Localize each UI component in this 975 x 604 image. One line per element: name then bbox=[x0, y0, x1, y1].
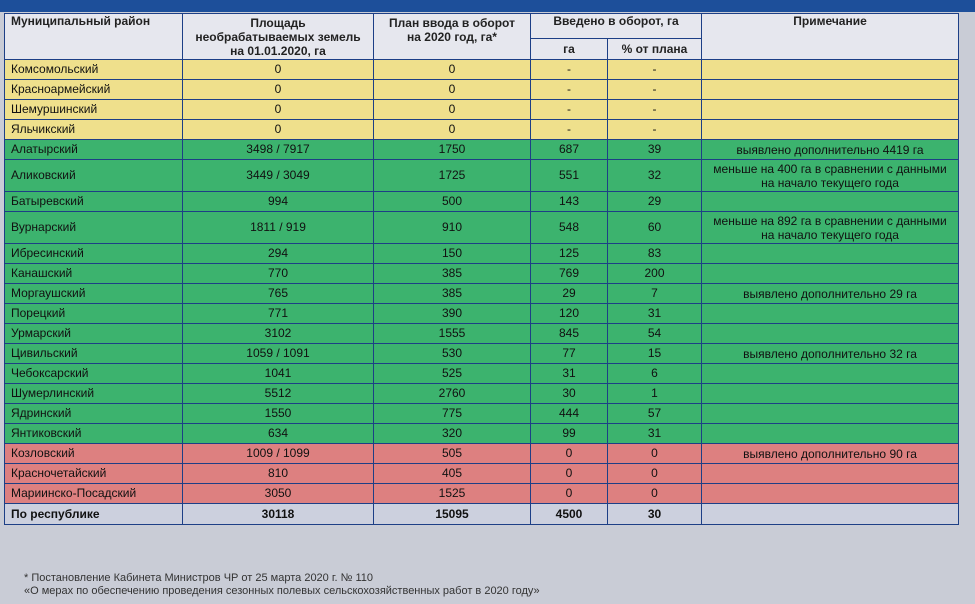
header-note: Примечание bbox=[702, 14, 959, 60]
cell-plan: 385 bbox=[374, 284, 531, 304]
cell-pct: 31 bbox=[608, 304, 702, 324]
cell-ha: 0 bbox=[531, 484, 608, 504]
cell-note: выявлено дополнительно 29 га bbox=[702, 284, 959, 304]
cell-ha: 30 bbox=[531, 384, 608, 404]
table-row bbox=[5, 484, 959, 504]
cell-ha: 551 bbox=[531, 160, 608, 192]
cell-note: выявлено дополнительно 4419 га bbox=[702, 140, 959, 160]
cell-name: Аликовский bbox=[5, 160, 183, 192]
table-row bbox=[5, 464, 959, 484]
cell-pct: 83 bbox=[608, 244, 702, 264]
cell-name: Ибресинский bbox=[5, 244, 183, 264]
table-row bbox=[5, 404, 959, 424]
cell-ha: 120 bbox=[531, 304, 608, 324]
cell-note bbox=[702, 120, 959, 140]
table-row bbox=[5, 444, 959, 464]
cell-note: выявлено дополнительно 32 га bbox=[702, 344, 959, 364]
cell-name: Моргаушский bbox=[5, 284, 183, 304]
table-row bbox=[5, 140, 959, 160]
total-plan: 15095 bbox=[374, 504, 531, 525]
cell-note bbox=[702, 484, 959, 504]
cell-area: 634 bbox=[183, 424, 374, 444]
cell-name: Козловский bbox=[5, 444, 183, 464]
cell-area: 3050 bbox=[183, 484, 374, 504]
cell-name: Батыревский bbox=[5, 192, 183, 212]
cell-note bbox=[702, 264, 959, 284]
cell-pct: 54 bbox=[608, 324, 702, 344]
cell-area: 1041 bbox=[183, 364, 374, 384]
cell-plan: 525 bbox=[374, 364, 531, 384]
table-row bbox=[5, 100, 959, 120]
cell-note: меньше на 400 га в сравнении с данными на начало текущего года bbox=[702, 160, 959, 192]
footnote-line-1: * Постановление Кабинета Министров ЧР от 25 марта 2020 г. № 110 bbox=[24, 572, 374, 584]
cell-note: выявлено дополнительно 90 га bbox=[702, 444, 959, 464]
cell-area: 765 bbox=[183, 284, 374, 304]
cell-pct: - bbox=[608, 60, 702, 80]
cell-area: 0 bbox=[183, 80, 374, 100]
cell-pct: 39 bbox=[608, 140, 702, 160]
land-table-container bbox=[4, 13, 958, 525]
cell-ha: 77 bbox=[531, 344, 608, 364]
cell-ha: 125 bbox=[531, 244, 608, 264]
cell-pct: 6 bbox=[608, 364, 702, 384]
cell-area: 1811 / 919 bbox=[183, 212, 374, 244]
cell-name: Янтиковский bbox=[5, 424, 183, 444]
cell-pct: 0 bbox=[608, 464, 702, 484]
cell-area: 1009 / 1099 bbox=[183, 444, 374, 464]
cell-note bbox=[702, 464, 959, 484]
cell-ha: 0 bbox=[531, 464, 608, 484]
cell-area: 0 bbox=[183, 120, 374, 140]
table-row bbox=[5, 364, 959, 384]
cell-area: 3102 bbox=[183, 324, 374, 344]
cell-ha: 99 bbox=[531, 424, 608, 444]
cell-name: Урмарский bbox=[5, 324, 183, 344]
cell-area: 770 bbox=[183, 264, 374, 284]
cell-name: Цивильский bbox=[5, 344, 183, 364]
table-row bbox=[5, 284, 959, 304]
cell-name: Мариинско-Посадский bbox=[5, 484, 183, 504]
table-row bbox=[5, 384, 959, 404]
cell-note bbox=[702, 192, 959, 212]
total-area: 30118 bbox=[183, 504, 374, 525]
header-introduced: Введено в оборот, га bbox=[531, 14, 702, 39]
cell-plan: 1725 bbox=[374, 160, 531, 192]
header-plan: План ввода в оборот на 2020 год, га* bbox=[374, 14, 531, 60]
cell-pct: 0 bbox=[608, 444, 702, 464]
cell-pct: 0 bbox=[608, 484, 702, 504]
cell-ha: 444 bbox=[531, 404, 608, 424]
cell-ha: 769 bbox=[531, 264, 608, 284]
header-pct: % от плана bbox=[608, 39, 702, 60]
cell-name: Канашский bbox=[5, 264, 183, 284]
cell-note bbox=[702, 80, 959, 100]
cell-pct: 31 bbox=[608, 424, 702, 444]
cell-pct: - bbox=[608, 120, 702, 140]
table-header bbox=[5, 14, 959, 60]
cell-ha: - bbox=[531, 120, 608, 140]
table-row bbox=[5, 60, 959, 80]
table-row bbox=[5, 244, 959, 264]
header-ha: га bbox=[531, 39, 608, 60]
cell-note bbox=[702, 244, 959, 264]
table-row bbox=[5, 80, 959, 100]
cell-name: Вурнарский bbox=[5, 212, 183, 244]
cell-name: Шумерлинский bbox=[5, 384, 183, 404]
table-row bbox=[5, 120, 959, 140]
title-banner bbox=[0, 0, 975, 12]
total-note bbox=[702, 504, 959, 525]
table-body bbox=[5, 60, 959, 525]
cell-name: Алатырский bbox=[5, 140, 183, 160]
cell-plan: 0 bbox=[374, 120, 531, 140]
cell-pct: 200 bbox=[608, 264, 702, 284]
cell-ha: 845 bbox=[531, 324, 608, 344]
cell-note bbox=[702, 304, 959, 324]
cell-pct: - bbox=[608, 80, 702, 100]
cell-ha: 29 bbox=[531, 284, 608, 304]
cell-area: 1550 bbox=[183, 404, 374, 424]
total-row bbox=[5, 504, 959, 525]
cell-note bbox=[702, 364, 959, 384]
cell-plan: 385 bbox=[374, 264, 531, 284]
cell-area: 1059 / 1091 bbox=[183, 344, 374, 364]
table-row bbox=[5, 160, 959, 192]
cell-pct: 1 bbox=[608, 384, 702, 404]
cell-name: Яльчикский bbox=[5, 120, 183, 140]
cell-plan: 150 bbox=[374, 244, 531, 264]
cell-plan: 910 bbox=[374, 212, 531, 244]
cell-pct: 57 bbox=[608, 404, 702, 424]
cell-pct: - bbox=[608, 100, 702, 120]
total-pct: 30 bbox=[608, 504, 702, 525]
cell-pct: 7 bbox=[608, 284, 702, 304]
cell-note bbox=[702, 60, 959, 80]
cell-ha: 143 bbox=[531, 192, 608, 212]
cell-note bbox=[702, 324, 959, 344]
cell-pct: 15 bbox=[608, 344, 702, 364]
cell-plan: 500 bbox=[374, 192, 531, 212]
table-row bbox=[5, 424, 959, 444]
cell-pct: 29 bbox=[608, 192, 702, 212]
table-row bbox=[5, 304, 959, 324]
cell-name: Красночетайский bbox=[5, 464, 183, 484]
cell-plan: 390 bbox=[374, 304, 531, 324]
cell-plan: 530 bbox=[374, 344, 531, 364]
cell-plan: 2760 bbox=[374, 384, 531, 404]
cell-ha: 31 bbox=[531, 364, 608, 384]
cell-name: Порецкий bbox=[5, 304, 183, 324]
table-row bbox=[5, 324, 959, 344]
cell-ha: 548 bbox=[531, 212, 608, 244]
total-ha: 4500 bbox=[531, 504, 608, 525]
cell-plan: 775 bbox=[374, 404, 531, 424]
cell-ha: - bbox=[531, 80, 608, 100]
footnote bbox=[24, 572, 540, 598]
cell-area: 810 bbox=[183, 464, 374, 484]
header-district: Муниципальный район bbox=[5, 14, 183, 60]
cell-area: 771 bbox=[183, 304, 374, 324]
cell-area: 994 bbox=[183, 192, 374, 212]
cell-note bbox=[702, 100, 959, 120]
cell-ha: 687 bbox=[531, 140, 608, 160]
cell-note bbox=[702, 424, 959, 444]
table-row bbox=[5, 264, 959, 284]
table-row bbox=[5, 344, 959, 364]
cell-area: 3498 / 7917 bbox=[183, 140, 374, 160]
table-row bbox=[5, 192, 959, 212]
cell-name: Чебоксарский bbox=[5, 364, 183, 384]
cell-ha: 0 bbox=[531, 444, 608, 464]
cell-note bbox=[702, 384, 959, 404]
total-name: По республике bbox=[5, 504, 183, 525]
cell-plan: 0 bbox=[374, 80, 531, 100]
cell-name: Ядринский bbox=[5, 404, 183, 424]
cell-plan: 405 bbox=[374, 464, 531, 484]
cell-name: Шемуршинский bbox=[5, 100, 183, 120]
cell-area: 294 bbox=[183, 244, 374, 264]
table-row bbox=[5, 212, 959, 244]
cell-area: 5512 bbox=[183, 384, 374, 404]
cell-ha: - bbox=[531, 100, 608, 120]
cell-plan: 320 bbox=[374, 424, 531, 444]
cell-plan: 505 bbox=[374, 444, 531, 464]
cell-plan: 0 bbox=[374, 60, 531, 80]
cell-plan: 0 bbox=[374, 100, 531, 120]
cell-plan: 1555 bbox=[374, 324, 531, 344]
cell-ha: - bbox=[531, 60, 608, 80]
cell-pct: 60 bbox=[608, 212, 702, 244]
cell-pct: 32 bbox=[608, 160, 702, 192]
land-table bbox=[4, 13, 959, 525]
cell-plan: 1750 bbox=[374, 140, 531, 160]
cell-name: Красноармейский bbox=[5, 80, 183, 100]
cell-plan: 1525 bbox=[374, 484, 531, 504]
cell-area: 0 bbox=[183, 60, 374, 80]
footnote-line-2: «О мерах по обеспечению проведения сезонных полевых сельскохозяйственных работ в 2020 году» bbox=[24, 585, 540, 597]
cell-note: меньше на 892 га в сравнении с данными на начало текущего года bbox=[702, 212, 959, 244]
header-area: Площадь необрабатываемых земель на 01.01.2020, га bbox=[183, 14, 374, 60]
cell-area: 3449 / 3049 bbox=[183, 160, 374, 192]
cell-area: 0 bbox=[183, 100, 374, 120]
cell-name: Комсомольский bbox=[5, 60, 183, 80]
cell-note bbox=[702, 404, 959, 424]
